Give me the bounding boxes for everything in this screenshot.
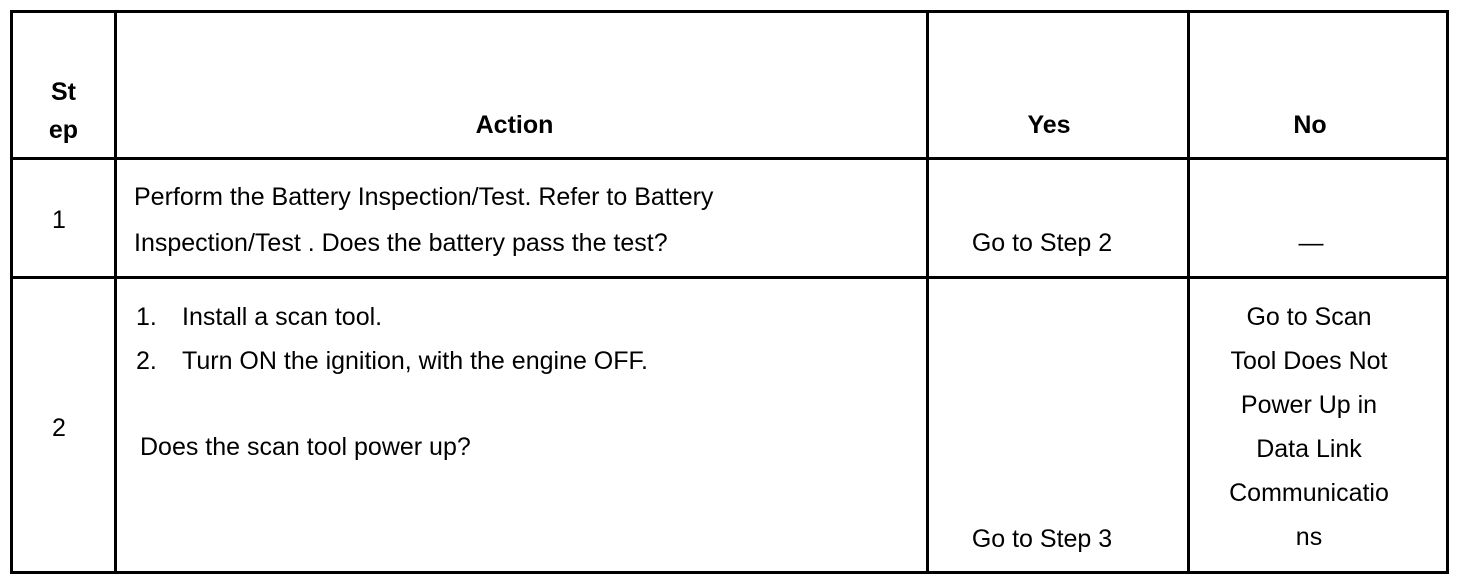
row2-no-line: Data Link — [1256, 435, 1362, 463]
row2-step: 2 — [52, 414, 66, 442]
header-action: Action — [475, 111, 554, 139]
row2-list-item-1 — [136, 295, 382, 339]
row2-no-line: Tool Does Not — [1230, 347, 1388, 375]
row1-action-cell — [114, 157, 926, 276]
row2-no-line: Go to Scan — [1246, 303, 1372, 331]
header-step-line2: ep — [48, 116, 79, 144]
list-item-1-number: 1. — [136, 303, 157, 331]
row1-no: — — [1298, 229, 1324, 257]
row2-no-text — [1190, 295, 1428, 559]
list-item-2-number: 2. — [136, 347, 157, 375]
header-step-cell — [10, 10, 114, 157]
row2-no-line: Communicatio — [1229, 479, 1389, 507]
row1-action-line2: Inspection/Test . Does the battery pass the test? — [134, 229, 668, 257]
row2-question: Does the scan tool power up? — [140, 433, 471, 461]
row1-step-cell — [10, 157, 114, 276]
row2-yes-cell — [926, 276, 1187, 574]
row2-list-item-2 — [136, 339, 648, 383]
list-item-1-text: Install a scan tool. — [182, 303, 383, 331]
row2-no-line: Power Up in — [1240, 391, 1378, 419]
row2-yes: Go to Step 3 — [971, 525, 1113, 553]
header-yes-cell — [926, 10, 1187, 157]
row1-yes: Go to Step 2 — [971, 229, 1113, 257]
row1-yes-cell — [926, 157, 1187, 276]
header-no: No — [1293, 111, 1327, 139]
row2-no-line: ns — [1295, 523, 1323, 551]
row2-no-cell — [1187, 276, 1449, 574]
header-step-line1: St — [51, 78, 76, 106]
list-item-2-text: Turn ON the ignition, with the engine OFF. — [182, 347, 648, 375]
header-action-cell — [114, 10, 926, 157]
row1-no-cell — [1187, 157, 1449, 276]
row1-step: 1 — [52, 206, 66, 234]
row2-step-cell — [10, 276, 114, 574]
row1-action-line1: Perform the Battery Inspection/Test. Refer to Battery — [134, 183, 714, 211]
header-no-cell — [1187, 10, 1449, 157]
row2-action-cell — [114, 276, 926, 574]
header-yes: Yes — [1027, 111, 1071, 139]
